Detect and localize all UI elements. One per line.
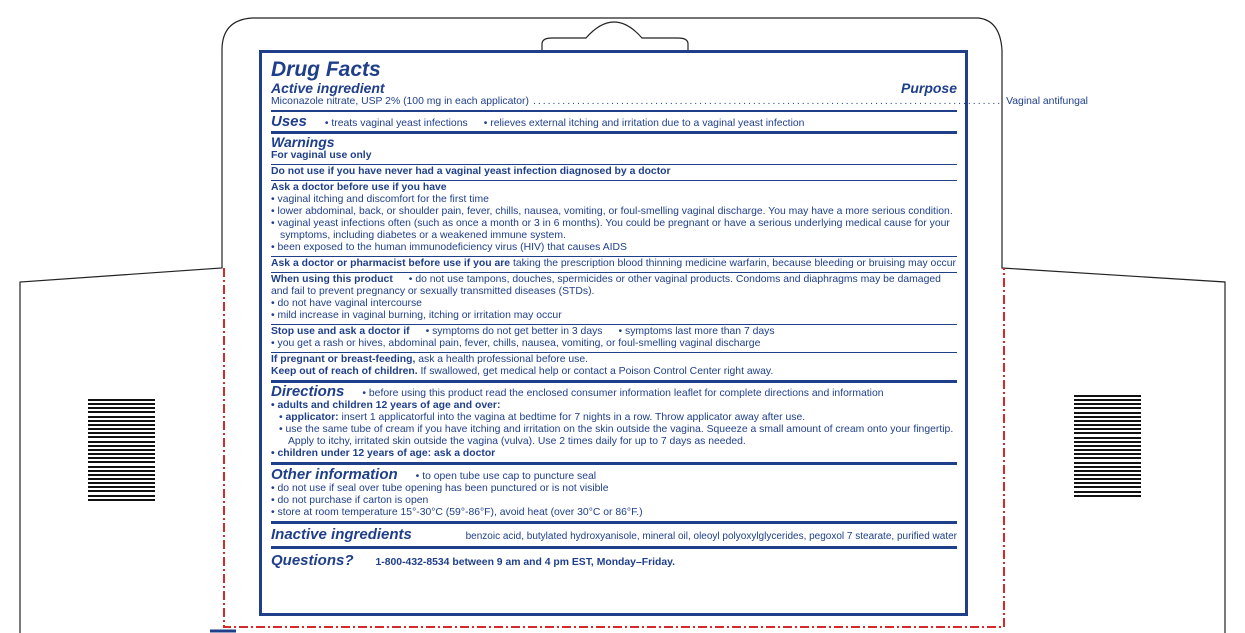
other-information-item: • do not use if seal over tube opening has been punctured or is not visible	[271, 483, 609, 494]
uses-item: • relieves external itching and irritation due to a vaginal yeast infection	[483, 118, 805, 129]
ask-doctor-item: • been exposed to the human immunodeficiency virus (HIV) that causes AIDS	[271, 242, 627, 253]
other-information-item: • store at room temperature 15°-30°C (59°-86°F), avoid heat (over 30°C or 86°F.)	[271, 507, 643, 518]
do-not-use-warning: Do not use if you have never had a vaginal yeast infection diagnosed by a doctor	[271, 166, 671, 177]
when-using-item: • mild increase in vaginal burning, itching or irritation may occur	[271, 310, 562, 321]
pregnant-text: ask a health professional before use.	[415, 354, 589, 365]
when-using-heading: When using this product	[271, 274, 393, 285]
other-information-heading: Other information	[271, 466, 398, 483]
directions-children: • children under 12 years of age: ask a doctor	[271, 448, 496, 459]
pregnant-heading: If pregnant or breast-feeding,	[271, 354, 416, 365]
directions-item: • before using this product read the enclosed consumer information leaflet for complete directions and information	[362, 388, 884, 399]
other-information-item: • do not purchase if carton is open	[271, 495, 429, 506]
ask-doctor-item: • vaginal itching and discomfort for the first time	[271, 194, 489, 205]
purpose-text: Vaginal antifungal	[1006, 96, 1088, 107]
stop-use-heading: Stop use and ask a doctor if	[271, 326, 410, 337]
barcode-left	[88, 399, 155, 501]
questions-heading: Questions?	[271, 552, 354, 569]
ask-doctor-item: • lower abdominal, back, or shoulder pain, fever, chills, nausea, vomiting, or foul-smelling vaginal discharge. You may have a more serious condition.	[271, 206, 953, 217]
inactive-ingredients-text: benzoic acid, butylated hydroxyanisole, mineral oil, oleoyl polyoxylglycerides, pegoxol 7 stearate, purified water	[465, 531, 957, 542]
drug-facts-header	[271, 55, 1088, 112]
uses-heading: Uses	[271, 113, 307, 130]
when-using-item: • do not have vaginal intercourse	[271, 298, 422, 309]
barcode-right	[1074, 395, 1141, 497]
ask-pharmacist-heading: Ask a doctor or pharmacist before use if you are	[271, 258, 511, 269]
ask-pharmacist-text: taking the prescription blood thinning medicine warfarin, because bleeding or bruising may occur	[510, 258, 956, 269]
stop-use-item: • symptoms last more than 7 days	[618, 326, 775, 337]
keep-out-of-reach-heading: Keep out of reach of children.	[271, 366, 418, 377]
inactive-ingredients-heading: Inactive ingredients	[271, 526, 412, 543]
directions-section: Directions • before using this product read the enclosed consumer information leaflet for complete directions and information • adults and children 12 years of age and over: • applicator: insert 1 applicatorful into the vagina at bedtime for 7 nights in a row. Throw applicator away after use. • use the same tube of cream if you have itching and irritation on the skin outside the vagina. Squeeze a small amount of cream onto your fingertip. Apply to itchy, irritated skin outside the vagina (vulva). Use 2 times daily for up to 7 days as needed. • children under 12 years of age: ask a doctor	[271, 383, 957, 465]
stop-use-item: • symptoms do not get better in 3 days	[425, 326, 603, 337]
active-ingredient-heading: Active ingredient	[271, 80, 385, 96]
uses-item: • treats vaginal yeast infections	[324, 118, 468, 129]
purpose-heading: Purpose	[900, 80, 957, 96]
directions-cream: • use the same tube of cream if you have itching and irritation on the skin outside the vagina. Squeeze a small amount of cream onto your fingertip. Apply to itchy, irritated skin outside the vagina (vulva). Use 2 times daily for up to 7 days as needed.	[279, 424, 954, 447]
ask-doctor-heading: Ask a doctor before use if you have	[271, 182, 447, 193]
applicator-label: applicator:	[285, 412, 339, 423]
drug-facts-title: Drug Facts	[271, 58, 381, 81]
warnings-heading: Warnings	[271, 134, 335, 150]
ask-doctor-item: • vaginal yeast infections often (such as once a month or 3 in 6 months). You could be pregnant or have a serious underlying medical cause for your symptoms, including diabetes or a weakened immune system.	[271, 218, 950, 241]
stop-use-item: • you get a rash or hives, abdominal pain, fever, chills, nausea, vomiting, or foul-smelling vaginal discharge	[271, 338, 761, 349]
when-using-item: • do not use tampons, douches, spermicides or other vaginal products. Condoms and diaphragms may be damaged and fail to prevent pregnancy or sexually transmitted diseases (STDs).	[271, 274, 941, 297]
uses-section	[271, 112, 957, 134]
applicator-text: insert 1 applicatorful into the vagina at bedtime for 7 nights in a row. Throw applicator away after use.	[338, 412, 806, 423]
directions-heading: Directions	[271, 383, 345, 400]
questions-section	[271, 549, 957, 571]
warnings-section	[271, 134, 957, 383]
drug-facts-panel	[259, 50, 1088, 616]
other-information-section	[271, 465, 957, 524]
inactive-ingredients-section	[271, 524, 957, 549]
directions-adults: • adults and children 12 years of age and over:	[271, 400, 501, 411]
keep-out-of-reach-text: If swallowed, get medical help or contact a Poison Control Center right away.	[417, 366, 774, 377]
other-information-item: • to open tube use cap to puncture seal	[415, 471, 597, 482]
questions-phone: 1-800-432-8534 between 9 am and 4 pm EST, Monday–Friday.	[375, 557, 676, 568]
vaginal-use-only: For vaginal use only	[271, 150, 372, 161]
leader-dots: ................................................................................................	[532, 96, 1003, 107]
active-ingredient-text: Miconazole nitrate, USP 2% (100 mg in each applicator)	[271, 96, 529, 107]
